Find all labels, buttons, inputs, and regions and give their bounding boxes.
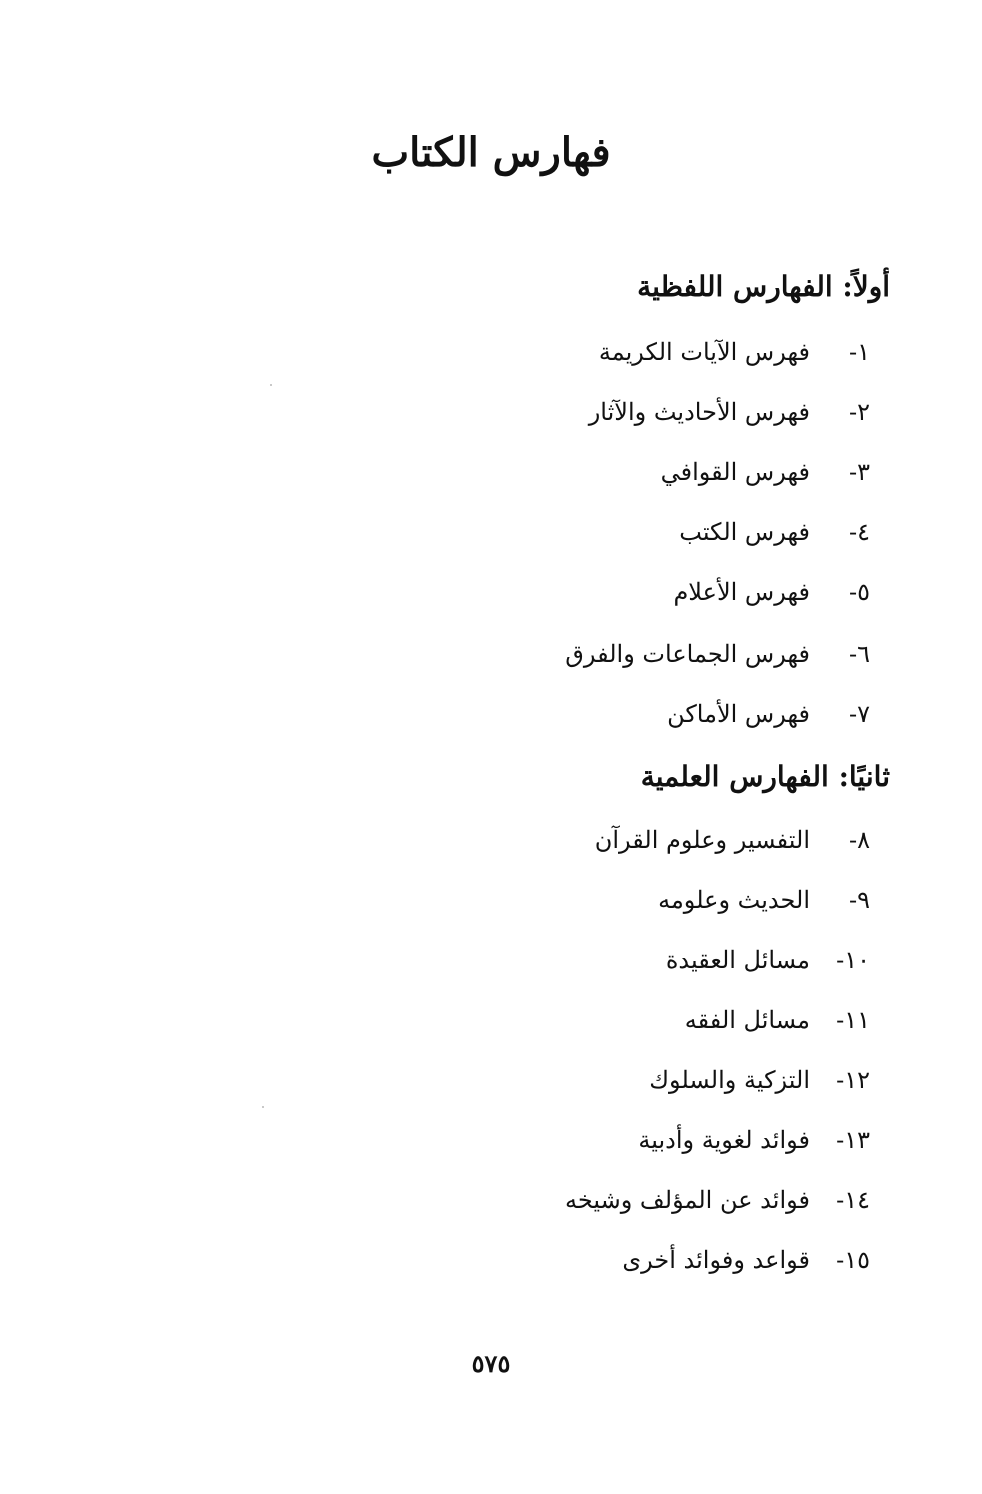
list-item — [599, 330, 870, 374]
list-item — [667, 692, 870, 736]
item-number: ١- — [849, 338, 870, 366]
item-number: ٣- — [849, 458, 870, 486]
list-item — [661, 450, 870, 494]
page-title — [0, 118, 982, 188]
item-label: فوائد لغوية وأدبية — [638, 1126, 810, 1154]
scan-speck — [270, 384, 272, 386]
list-item — [589, 390, 870, 434]
item-label: فهرس الأعلام — [673, 578, 810, 606]
list-item — [565, 632, 870, 676]
item-number: ٨- — [849, 826, 870, 854]
item-number: ٩- — [849, 886, 870, 914]
item-number: ١٥- — [836, 1246, 870, 1274]
item-label: فهرس القوافي — [660, 458, 810, 486]
item-label: مسائل العقيدة — [665, 946, 810, 974]
page-number: ٥٧٥ — [471, 1349, 511, 1378]
list-item — [649, 1058, 870, 1102]
list-item — [565, 1178, 870, 1222]
item-number: ٤- — [849, 518, 870, 546]
item-label: فهرس الآيات الكريمة — [598, 338, 810, 366]
list-item — [595, 818, 870, 862]
item-label: مسائل الفقه — [684, 1006, 810, 1034]
item-label: فوائد عن المؤلف وشيخه — [564, 1186, 810, 1214]
item-number: ٦- — [849, 640, 870, 668]
list-item — [638, 1118, 870, 1162]
section-heading-scholarly-indexes: ثانيًا: الفهارس العلمية — [640, 760, 890, 793]
item-label: فهرس الأماكن — [667, 700, 810, 728]
item-number: ٢- — [849, 398, 870, 426]
item-number: ١٢- — [836, 1066, 870, 1094]
list-item — [685, 998, 870, 1042]
item-number: ٥- — [849, 578, 870, 606]
list-item — [622, 1238, 870, 1282]
item-label: فهرس الكتب — [679, 518, 810, 546]
item-label: التزكية والسلوك — [649, 1066, 810, 1094]
item-label: الحديث وعلومه — [658, 886, 810, 914]
scan-speck — [262, 1106, 264, 1108]
item-number: ١٠- — [836, 946, 870, 974]
item-label: فهرس الأحاديث والآثار — [588, 398, 810, 426]
list-item — [679, 510, 870, 554]
item-label: فهرس الجماعات والفرق — [565, 640, 810, 668]
item-number: ١٤- — [836, 1186, 870, 1214]
list-item — [666, 938, 870, 982]
item-label: قواعد وفوائد أخرى — [622, 1246, 810, 1274]
item-number: ١٣- — [836, 1126, 870, 1154]
item-number: ٧- — [849, 700, 870, 728]
list-item — [658, 878, 870, 922]
page-title-text: فهارس الكتاب — [371, 129, 611, 176]
item-label: التفسير وعلوم القرآن — [594, 826, 810, 854]
section-heading-verbal-indexes: أولاً: الفهارس اللفظية — [637, 270, 890, 303]
list-item — [673, 570, 870, 614]
item-number: ١١- — [836, 1006, 870, 1034]
